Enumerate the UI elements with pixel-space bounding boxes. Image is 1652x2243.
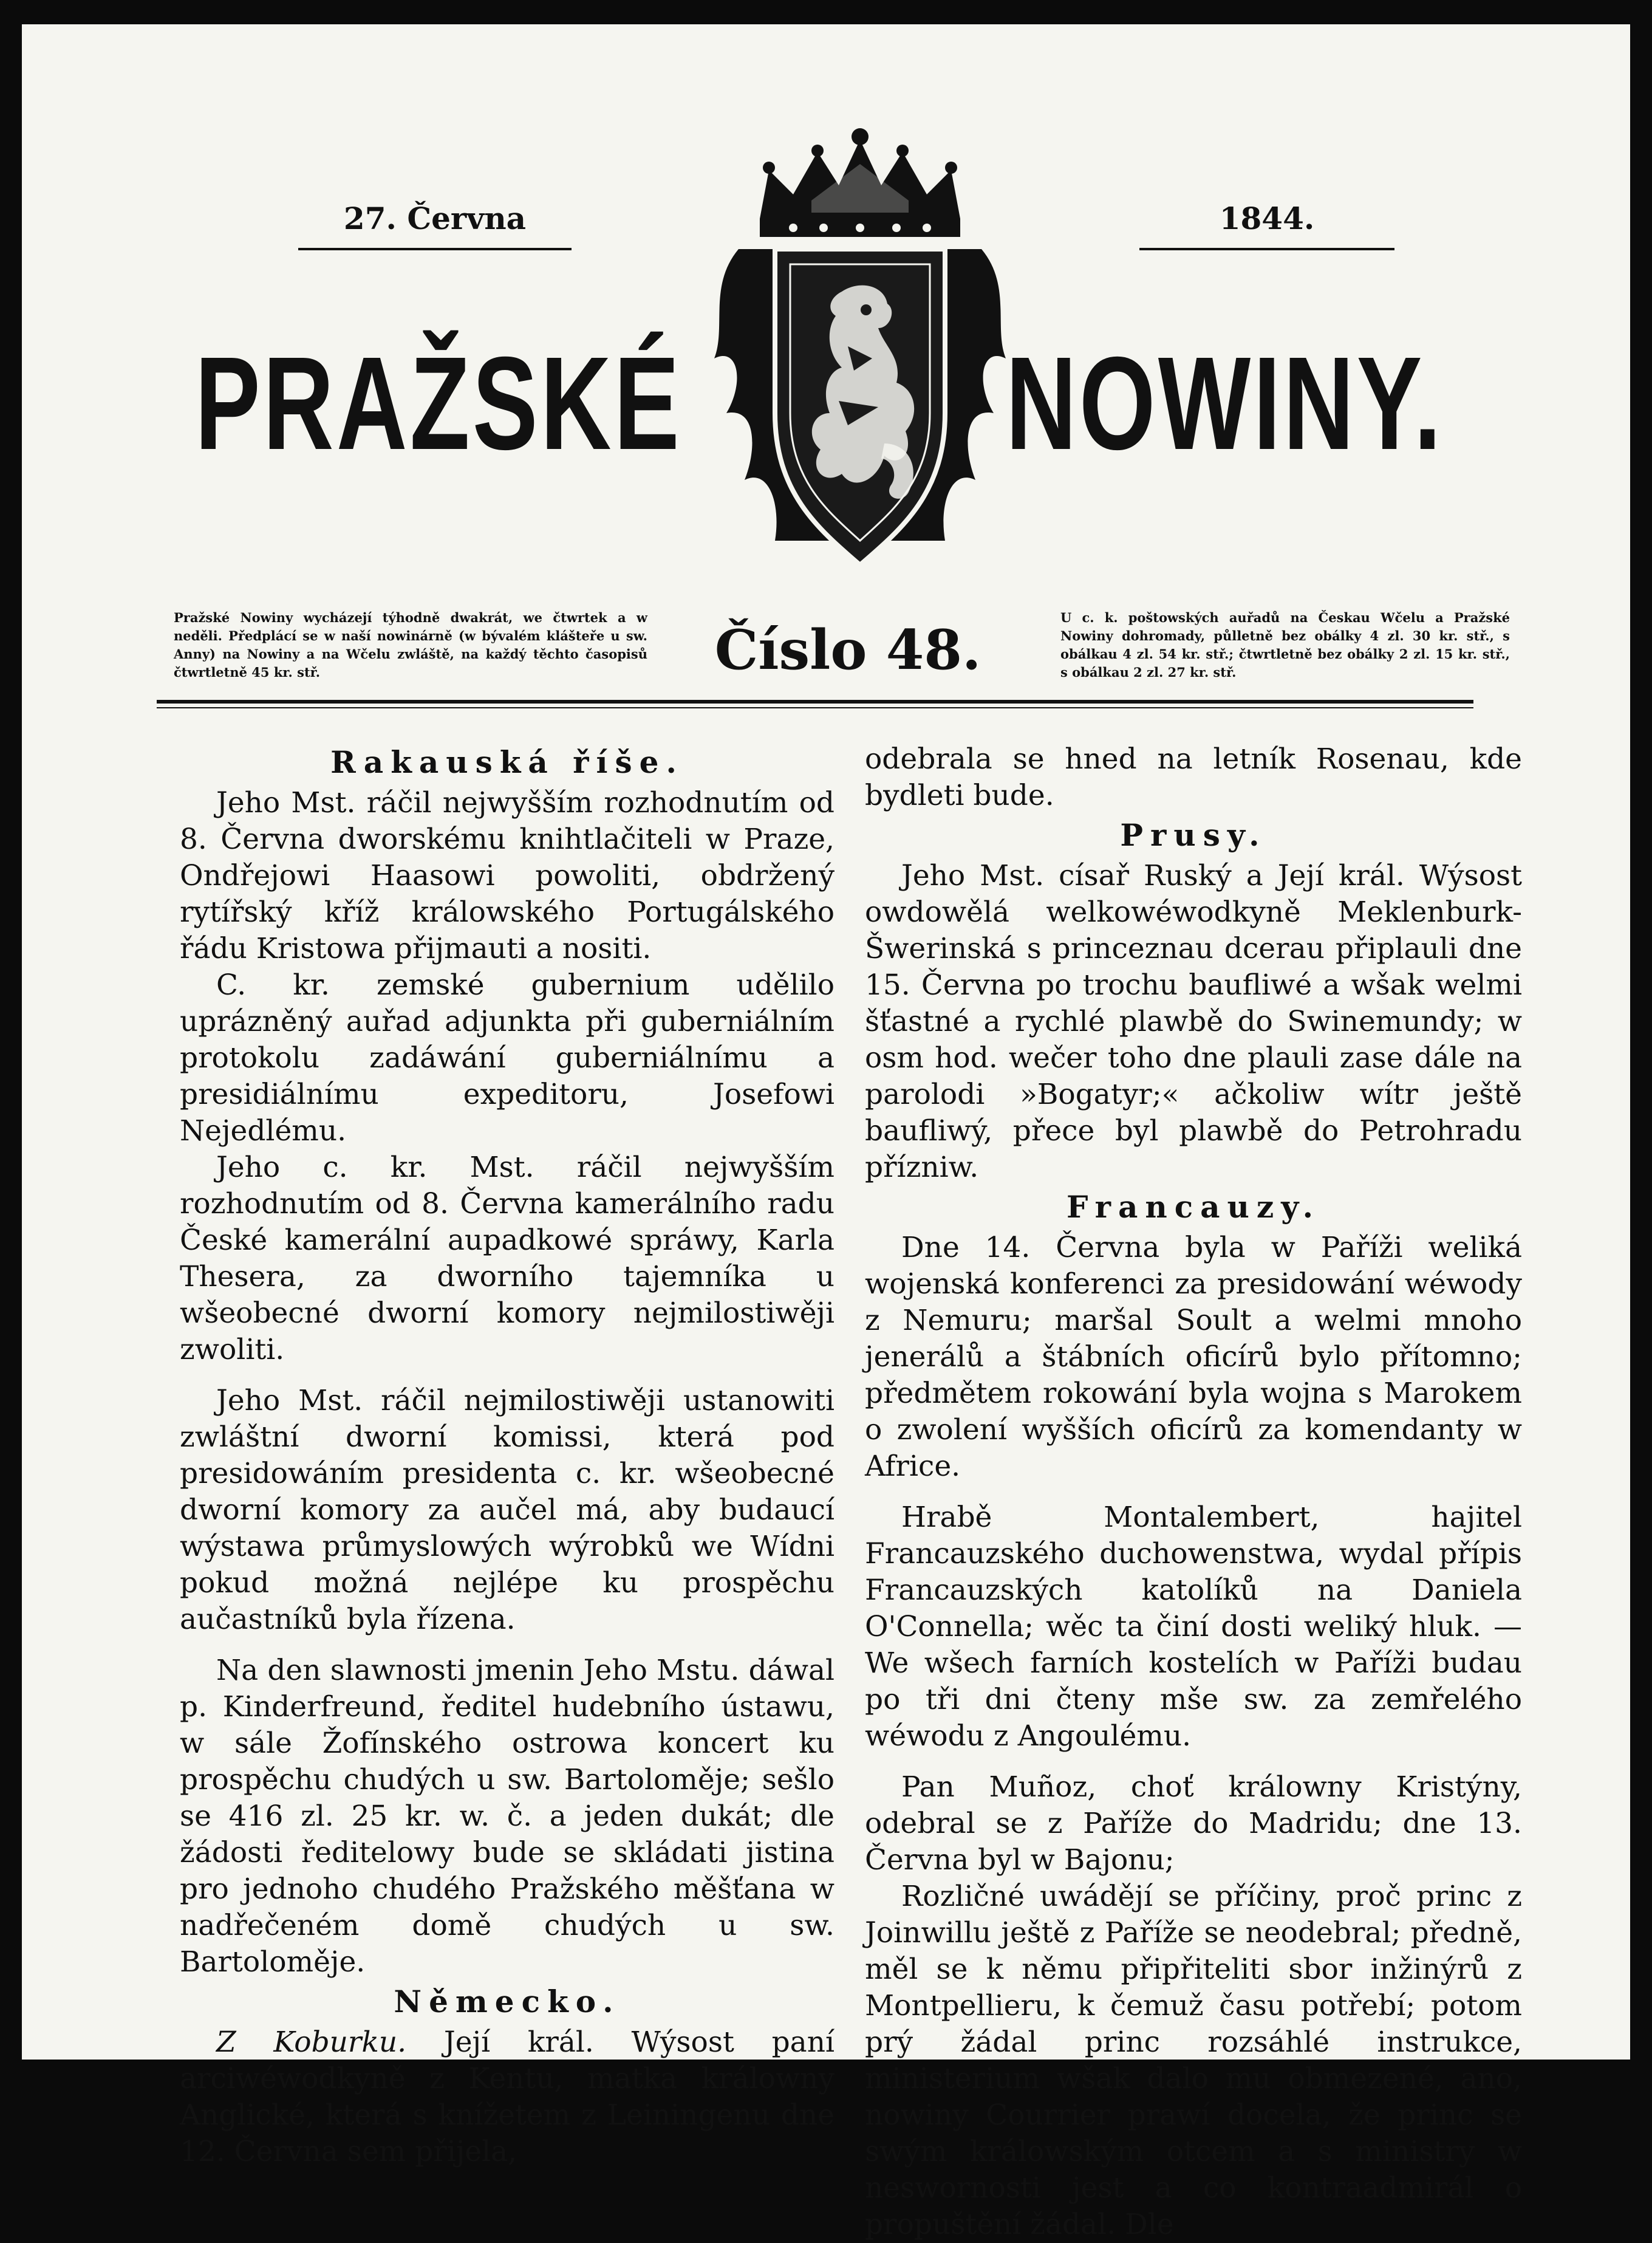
article-paragraph: Rozličné uwádějí se příčiny, proč princ z Joinwillu ještě z Paříže se neodebral; předně, měl se k němu připřiteliti sbor inžinýrů z Montpellieru, k čemuž času potřebí; potom prý žádal princ rozsáhlé instrukce, ministerium wšak dalo mu obmezené, ano, nowiny Courrier prawí docela, že princ se swým králowským otcem a s ministry w neswornosti jest a co kontraadmirál o propuštění žádal. Dle [865, 1880, 1522, 2241]
subscription-info-left: Pražské Nowiny wycházejí týhodně dwakrát, we čtwrtek a w neděli. Předplácí se w naší nowinárně (w bývalém klášteře u sw. Anny) na Nowiny a na Wčelu zwláště, na každý těchto časopisů čtwrtletně 45 kr. stř. [174, 610, 647, 680]
bohemian-lion-crest-icon [702, 128, 1018, 589]
issue-year: 1844. [1219, 200, 1315, 236]
header-rule-thin [157, 707, 1473, 708]
article-text: Její král. Wýsost paní arciwéwodkyně z Kentu, matka králowny Anglické, která s knížetem z Leiningenu dne 12. Června sem přijela, [180, 2026, 835, 2168]
header-rule-thick [157, 700, 1473, 704]
article-paragraph: Jeho Mst. ráčil nejmilostiwěji ustanowiti zwláštní dworní komissi, která pod presidowáním presidenta c. kr. wšeobecné dworní komory za aučel má, aby budaucí wýstawa průmyslowých wýrobků we Wídni pokud možná nejlépe ku prospěchu aučastníků byla řízena. [180, 1384, 835, 1636]
issue-date: 27. Června [343, 200, 527, 236]
issue-number: Číslo 48. [714, 618, 981, 682]
section-heading-germany: Německo. [394, 1984, 621, 2019]
place-name: Z Koburku. [216, 2026, 407, 2059]
article-paragraph: Jeho Mst. císař Ruský a Její král. Wýsost owdowělá welkowéwodkyně Meklenburk-Šwerinská s princeznau dcerau připlauli dne 15. Června po trochu baufliwé a wšak welmi šťastné a rychlé plawbě do Swinemundy; w osm hod. wečer toho dne plauli zase dále na parolodi »Bogatyr;« ačkoliw wítr ještě baufliwý, přece byl plawbě do Petrohradu příznіw. [865, 859, 1522, 1184]
title-nowiny: NOWINY. [1006, 330, 1444, 478]
left-column [180, 741, 835, 2170]
section-heading-austria: Rakauská říše. [330, 744, 684, 780]
article-paragraph: Jeho Mst. ráčil nejwyšším rozhodnutím od 8. Června dworskému knihtlačiteli w Praze, Ondřejowi Haasowi powoliti, obdržený rytířský kříž králowského Portugálského řádu Kristowa přijmauti a nositi. [180, 786, 835, 965]
article-paragraph: Pan Muñoz, choť králowny Kristýny, odebral se z Paříže do Madridu; dne 13. Června byl w Bajonu; [865, 1770, 1522, 1877]
title-prazske: PRAŽSKÉ [195, 330, 682, 478]
article-paragraph: C. kr. zemské gubernium udělilo uprázněný auřad adjunkta při guberniálním protokolu zadáwání guberniálnímu a presidiálnímu expeditoru, Josefowi Nejedlému. [180, 968, 835, 1148]
right-column [865, 741, 1522, 2243]
article-paragraph [180, 2024, 835, 2170]
article-paragraph: odebrala se hned na letník Rosenau, kde bydleti bude. [865, 742, 1522, 812]
article-paragraph: Na den slawnosti jmenin Jeho Mstu. dáwal p. Kinderfreund, ředitel hudebního ústawu, w sále Žofínského ostrowa koncert ku prospěchu chudých u sw. Bartoloměje; sešlo se 416 zl. 25 kr. w. č. a jeden dukát; dle žádosti ředitelowy bude se skládati jistina pro jednoho chudého Pražského měšťana w nadřečeném domě chudých u sw. Bartoloměje. [180, 1654, 835, 1979]
article-paragraph: Dne 14. Června byla w Paříži weliká wojenská konferenci za presidowání wéwody z Nemuru; maršal Soult a welmi mnoho jenerálů a štábních oficírů bylo přítomno; předmětem rokowání byla wojna s Marokem o zwolení wyšších oficírů za komendanty w Africe. [865, 1231, 1522, 1483]
subscription-info-right: U c. k. poštowských auřadů na Českau Wčelu a Pražské Nowiny dohromady, půlletně bez obálky 4 zl. 30 kr. stř., s obálkau 4 zl. 54 kr. stř.; čtwrtletně bez obálky 2 zl. 15 kr. stř., s obálkau 2 zl. 27 kr. stř. [1060, 610, 1510, 680]
article-paragraph: Hrabě Montalembert, hajitel Francauzského duchowenstwa, wydal přípis Francauzských katolíků na Daniela O'Connella; wěc ta činí dosti weliký hluk. — We wšech farních kostelích w Paříži budau po tři dni čteny mše sw. za zemřelého wéwodu z Angoulému. [865, 1501, 1522, 1753]
section-heading-france: Francauzy. [1066, 1189, 1321, 1225]
article-paragraph: Jeho c. kr. Mst. ráčil nejwyšším rozhodnutím od 8. Června kamerálního radu České kamerální aupadkowé spráwy, Karla Thesera, za dworního tajemníka u wšeobecné dworní komory nejmilostiwěji zwoliti. [180, 1151, 835, 1366]
date-underline [298, 248, 572, 250]
section-heading-prussia: Prusy. [1120, 817, 1267, 853]
newspaper-page [22, 24, 1630, 2241]
year-underline [1139, 248, 1394, 250]
